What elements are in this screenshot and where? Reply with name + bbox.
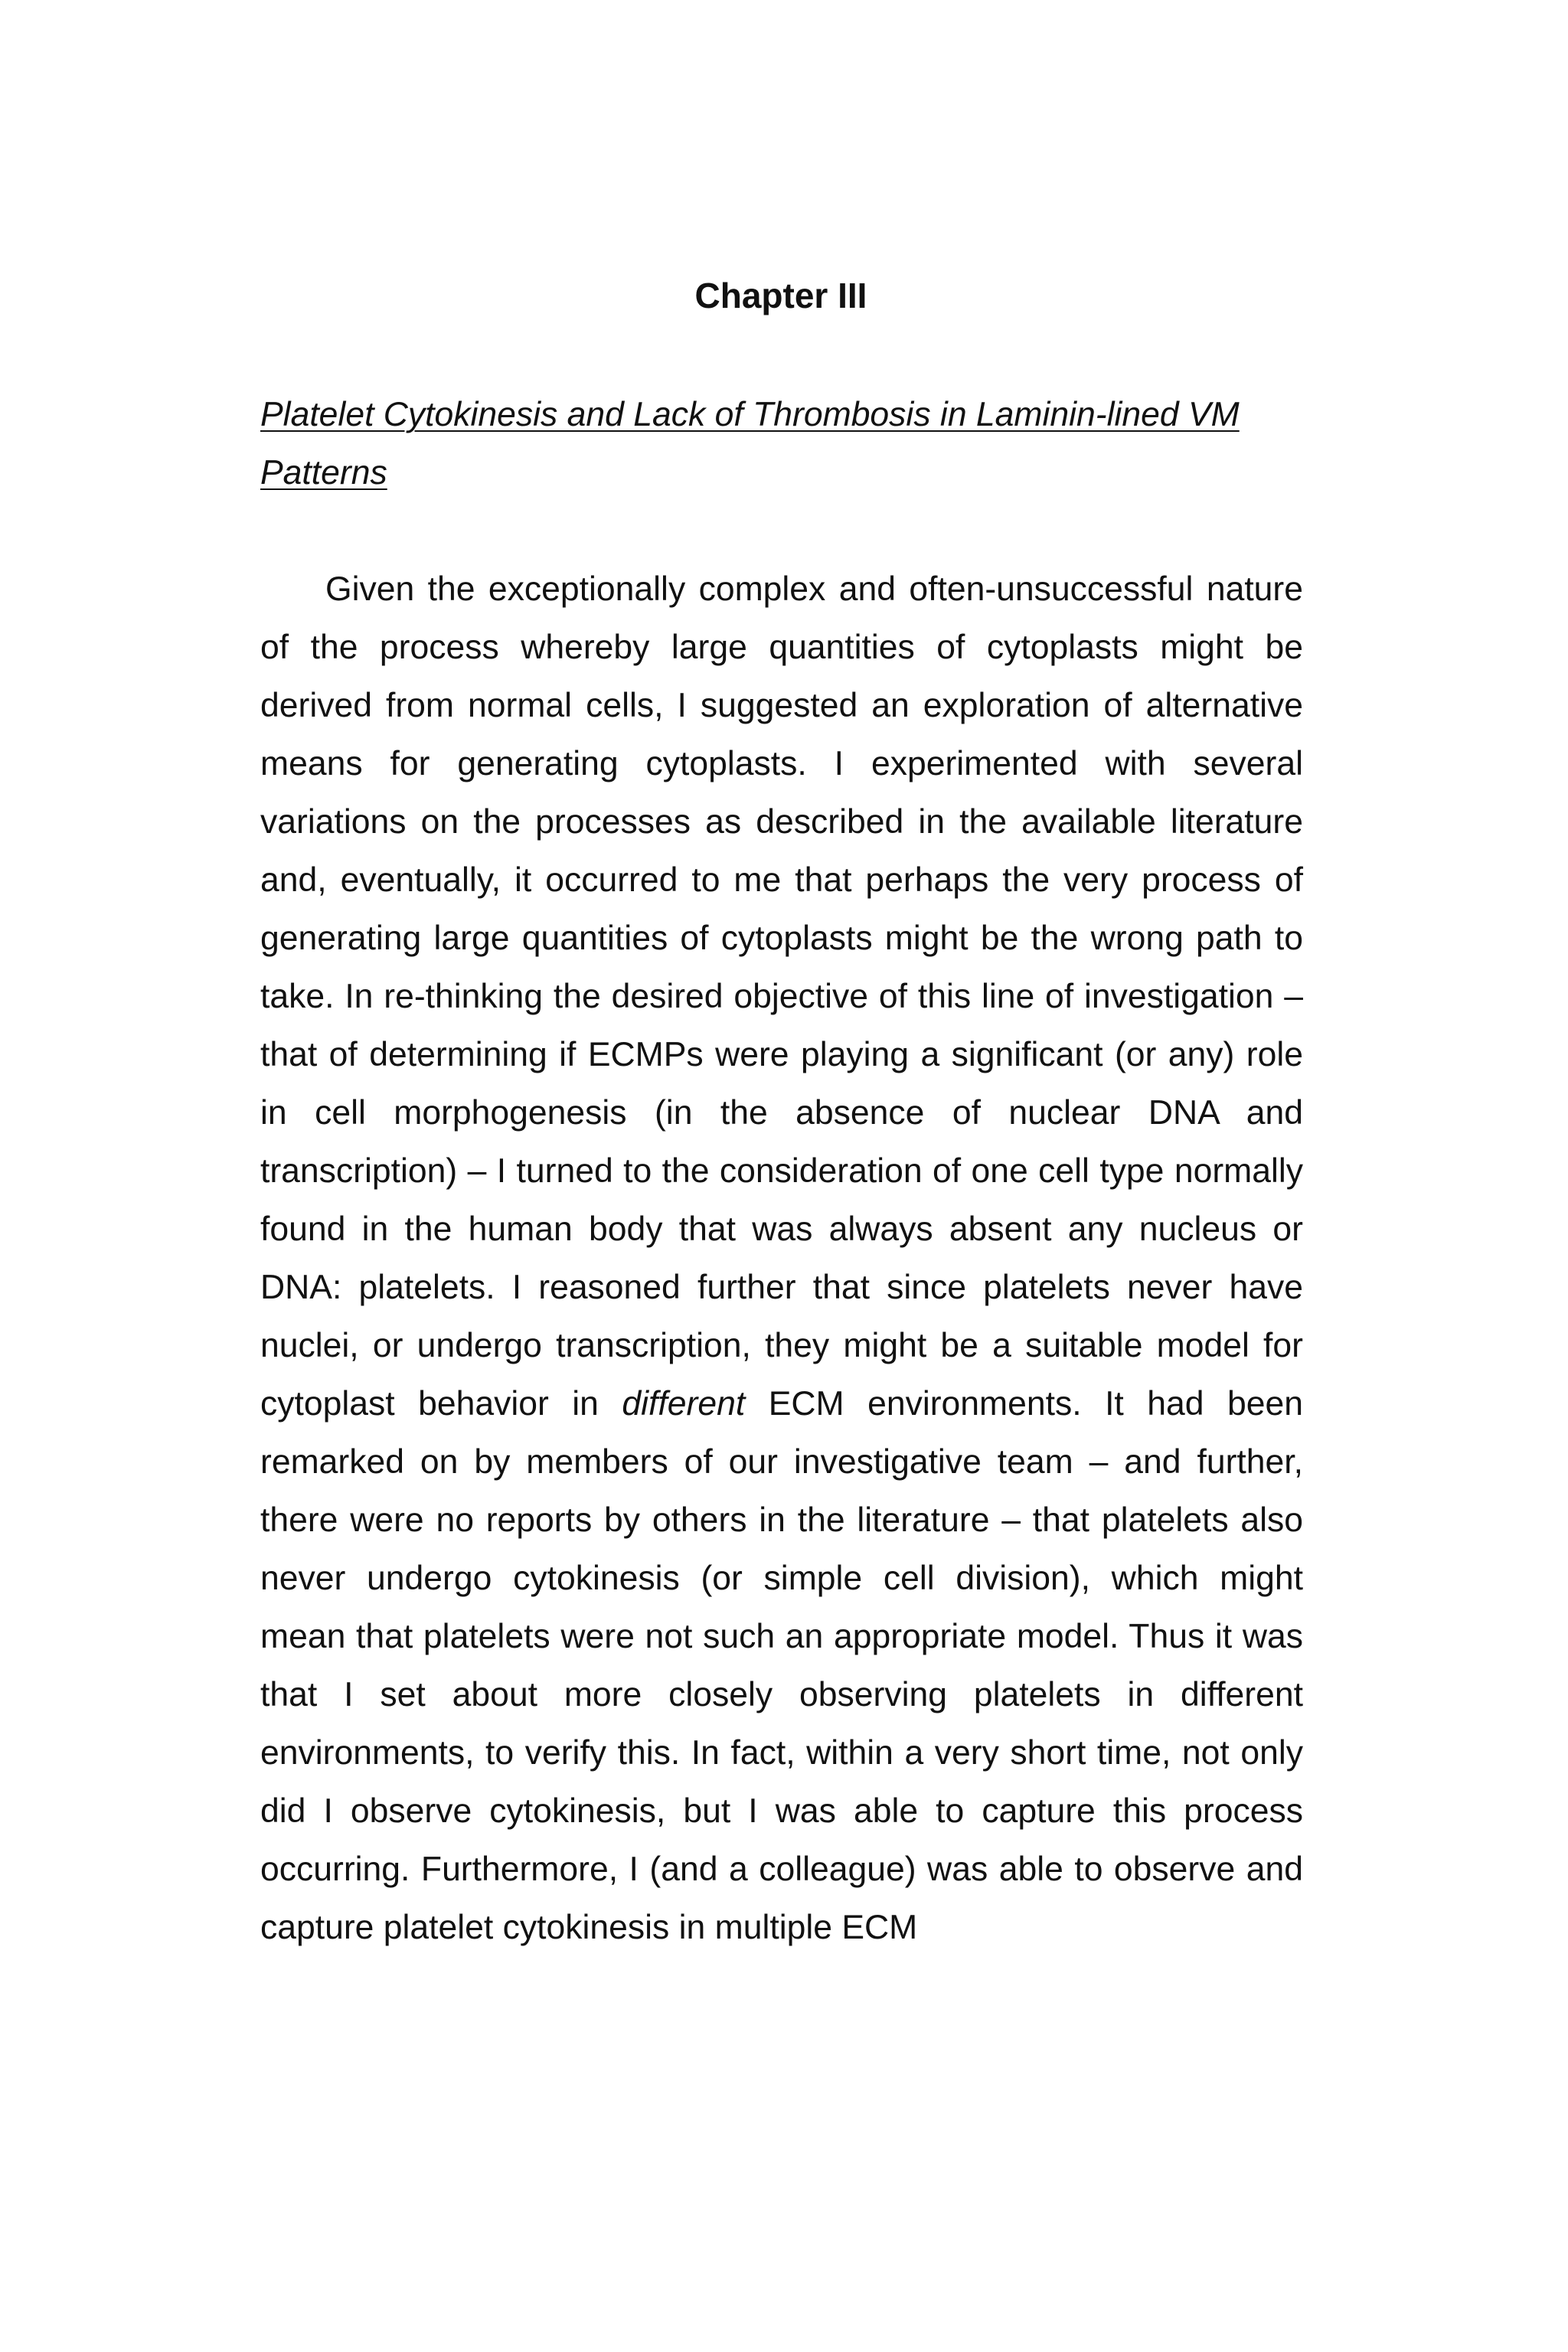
paragraph-text-part-2: ECM environments. It had been remarked on by members of our investigative team – and further, there were no reports by others in the literature – that platelets also never undergo cytokinesis (or simple cell division), which might mean that platelets were not such an appropriate model. Thus it was that I set about more closely observing platelets in different environments, to verify this. In fact, within a very short time, not only did I observe cytokinesis, but I was able to capture this process occurring. Furthermore, I (and a colleague) was able to observe and capture platelet cytokinesis in multiple ECM [260, 1385, 1304, 1946]
section-title: Platelet Cytokinesis and Lack of Thrombosis in Laminin-lined VM Patterns [260, 396, 1240, 492]
chapter-title: Chapter III [694, 276, 867, 315]
paragraph-text-part-1: Given the exceptionally complex and often-unsuccessful nature of the process whereby large quantities of cytoplasts might be derived from normal cells, I suggested an exploration of alternative means for generating cytoplasts. I experimented with several variations on the processes as described in the available literature and, eventually, it occurred to me that perhaps the very process of generating large quantities of cytoplasts might be the wrong path to take. In re-thinking the desired objective of this line of investigation – that of determining if ECMPs were playing a significant (or any) role in cell morphogenesis (in the absence of nuclear DNA and transcription) – I turned to the consideration of one cell type normally found in the human body that was always absent any nucleus or DNA: platelets. I reasoned further that since platelets never have nuclei, or undergo transcription, they might be a suitable model for cytoplast behavior in [260, 570, 1303, 1423]
body-paragraph [260, 560, 1303, 1957]
paragraph-emphasis: different [622, 1385, 746, 1423]
